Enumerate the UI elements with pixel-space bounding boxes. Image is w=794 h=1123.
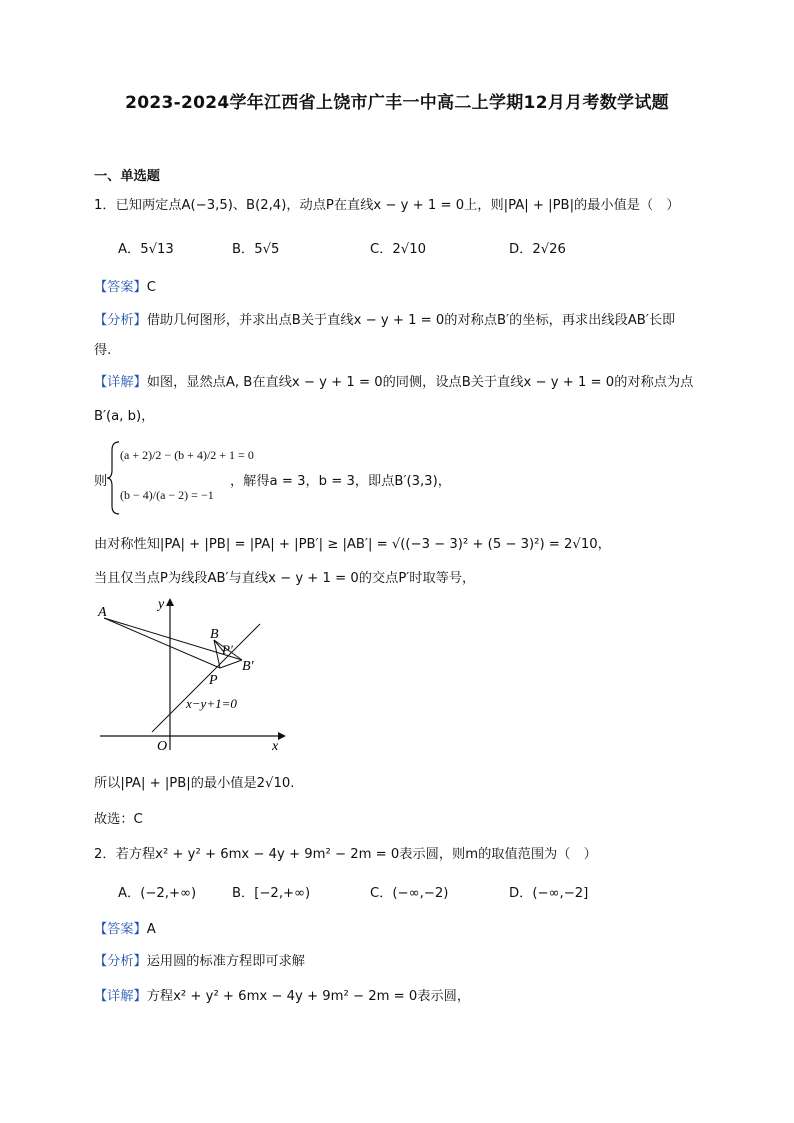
answer-tag: 【答案】 bbox=[94, 280, 147, 295]
analysis-tag: 【分析】 bbox=[94, 313, 147, 328]
geometry-figure bbox=[92, 590, 292, 755]
q2-stem: 2．若方程x² + y² + 6mx − 4y + 9m² − 2m = 0表示圆，则m的取值范围为（ ） bbox=[94, 847, 597, 862]
answer-tag: 【答案】 bbox=[94, 922, 147, 937]
q1-detail-line1: 如图，显然点A, B在直线x − y + 1 = 0的同侧，设点B关于直线x − y + 1 = 0的对称点为点 bbox=[146, 375, 694, 390]
q1-analysis-line1: 借助几何图形，并求出点B关于直线x − y + 1 = 0的对称点B′的坐标，再求出线段AB′长即 bbox=[146, 313, 676, 328]
analysis-tag: 【分析】 bbox=[94, 954, 147, 969]
x-axis-arrow-icon bbox=[278, 732, 286, 740]
label-y: y bbox=[158, 597, 165, 612]
system-eq2: (b − 4)/(a − 2) = −1 bbox=[120, 488, 214, 502]
label-a: A bbox=[98, 605, 107, 620]
q2-option-d: D．(−∞,−2] bbox=[509, 886, 589, 901]
system-prefix: 则 bbox=[94, 474, 108, 489]
label-origin: O bbox=[157, 739, 168, 754]
system-solution: ，解得a = 3，b = 3，即点B′(3,3)， bbox=[230, 474, 451, 489]
q2-option-c: C．(−∞,−2) bbox=[370, 886, 449, 901]
q1-detail-line2: B′(a, b)， bbox=[94, 409, 155, 424]
q2-option-a: A．(−2,+∞) bbox=[118, 886, 197, 901]
q2-answer-row bbox=[94, 918, 156, 937]
q1-analysis-row bbox=[94, 309, 675, 328]
page-title: 2023-2024学年江西省上饶市广丰一中高二上学期12月月考数学试题 bbox=[125, 93, 669, 113]
label-line-equation: x−y+1=0 bbox=[186, 696, 237, 711]
y-axis-arrow-icon bbox=[166, 598, 174, 606]
q2-option-b: B．[−2,+∞) bbox=[232, 886, 311, 901]
q1-option-c: C．2√10 bbox=[370, 242, 426, 257]
q1-option-a: A．5√13 bbox=[118, 242, 174, 257]
q2-answer: A bbox=[146, 922, 156, 937]
label-pprime: P′ bbox=[222, 642, 233, 657]
q1-symmetry-line: 由对称性知|PA| + |PB| = |PA| + |PB′| ≥ |AB′| = √((−3 − 3)² + (5 − 3)²) = 2√10， bbox=[94, 537, 611, 552]
q1-option-d: D．2√26 bbox=[509, 242, 566, 257]
q1-answer: C bbox=[146, 280, 156, 295]
q1-answer-row bbox=[94, 276, 156, 295]
label-bprime: B′ bbox=[242, 659, 254, 674]
q2-analysis: 运用圆的标准方程即可求解 bbox=[146, 954, 305, 969]
q2-detail: 方程x² + y² + 6mx − 4y + 9m² − 2m = 0表示圆， bbox=[146, 989, 471, 1004]
line-x-minus-y-plus-1 bbox=[152, 624, 260, 732]
q1-detail-row bbox=[94, 371, 693, 390]
segment-a-p bbox=[104, 618, 220, 668]
q1-equality-line: 当且仅当点P为线段AB′与直线x − y + 1 = 0的交点P′时取等号， bbox=[94, 571, 476, 586]
q1-option-b: B．5√5 bbox=[232, 242, 280, 257]
q2-analysis-row bbox=[94, 950, 305, 969]
section-heading: 一、单选题 bbox=[94, 169, 160, 184]
q2-detail-row bbox=[94, 985, 470, 1004]
label-x: x bbox=[272, 739, 279, 754]
detail-tag: 【详解】 bbox=[94, 375, 147, 390]
label-p: P bbox=[209, 673, 218, 688]
label-b: B bbox=[210, 627, 219, 642]
q1-conclusion: 所以|PA| + |PB|的最小值是2√10. bbox=[94, 776, 295, 791]
q1-stem: 1．已知两定点A(−3,5)、B(2,4)，动点P在直线x − y + 1 = 0上，则|PA| + |PB|的最小值是（ ） bbox=[94, 198, 680, 213]
q1-choice: 故选：C bbox=[94, 812, 143, 827]
q1-analysis-line2: 得. bbox=[94, 343, 112, 358]
system-eq1: (a + 2)/2 − (b + 4)/2 + 1 = 0 bbox=[120, 448, 254, 462]
detail-tag: 【详解】 bbox=[94, 989, 147, 1004]
